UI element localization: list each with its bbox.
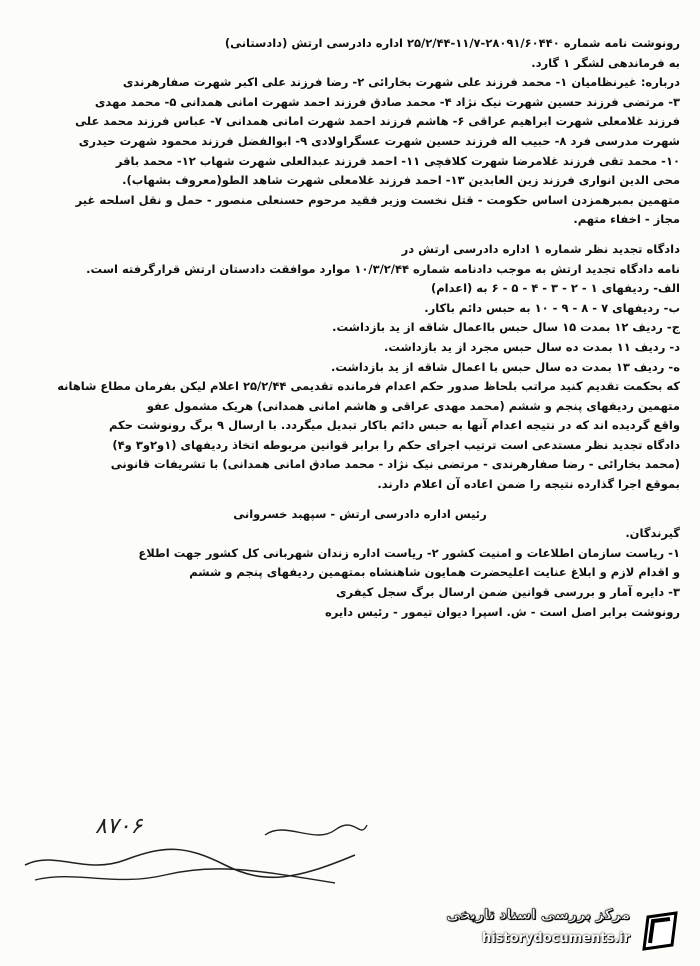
recipient-line: ۳- دایره آمار و بررسی قوانین ضمن ارسال برگ سجل کیفری xyxy=(336,585,680,600)
body-line: فرزند غلامعلی شهرت ابراهیم عراقی ۶- هاشم فرزند احمد شهرت امانی همدانی ۷- عباس فرزند محمد علی xyxy=(75,114,680,129)
body-line: (محمد بخارائی - رضا صفارهرندی - مرتضی نیک نژاد - محمد صادق امانی همدانی) با تشریفات قانونی xyxy=(110,457,680,472)
recipients-title: گیرندگان. xyxy=(625,526,680,541)
body-line: دادگاه تجدید نظر مستدعی است ترتیب اجرای حکم را برابر قوانین مربوطه اتخاذ ردیفهای (۱و۲و۳ و۴) xyxy=(112,437,680,452)
recipient-line: رونوشت برابر اصل است - ش. اسپرا دیوان تیمور - رئیس دایره xyxy=(324,604,680,619)
body-line: دادگاه تجدید نظر شماره ۱ اداره دادرسی ارتش در xyxy=(401,241,680,256)
archive-logo-icon xyxy=(638,909,684,955)
body-line: د- ردیف ۱۱ بمدت ده سال حبس مجرد از ید بازداشت. xyxy=(384,339,680,354)
body-line: رئیس اداره دادرسی ارتش - سپهبد خسروانی xyxy=(233,506,487,521)
body-line: ه- ردیف ۱۳ بمدت ده سال حبس با اعمال شاقه از ید بازداشت. xyxy=(330,359,680,374)
archive-url[interactable]: historydocuments.ir xyxy=(481,931,630,946)
body-line: ج- ردیف ۱۲ بمدت ۱۵ سال حبس بااعمال شاقه از ید بازداشت. xyxy=(332,320,680,335)
handwritten-signature xyxy=(15,815,375,895)
annotation-number: ۸۷۰۶ xyxy=(95,815,143,839)
body-line: ب- ردیفهای ۷ - ۸ - ۹ - ۱۰ به حبس دائم باکار. xyxy=(424,300,680,315)
body-line: مجاز - اخفاء متهم. xyxy=(573,212,680,227)
archive-name: مرکز بررسی اسناد تاریخی xyxy=(446,907,630,923)
recipient-line: و اقدام لازم و ابلاغ عنایت اعلیحضرت همایون شاهنشاه بمتهمین ردیفهای پنجم و ششم xyxy=(189,565,680,580)
body-line: متهمین بمبرهمزدن اساس حکومت - قتل نخست وزیر فقید مرحوم حسنعلی منصور - حمل و نقل اسلحه غیر xyxy=(75,192,680,207)
archive-footer xyxy=(380,905,690,960)
body-lines xyxy=(40,73,680,524)
recipient-line: ۱- ریاست سازمان اطلاعات و امنیت کشور ۲- ریاست اداره زندان شهربانی کل کشور جهت اطلاع xyxy=(138,545,680,560)
body-line: ۳- مرتضی فرزند حسین شهرت نیک نژاد ۴- محمد صادق فرزند احمد شهرت امانی همدانی ۵- محمد مهدی xyxy=(94,94,680,109)
body-line: بموقع اجرا گذارده نتیجه را ضمن اعاده آن اعلام دارند. xyxy=(377,477,680,492)
body-line: ۱۰- محمد تقی فرزند غلامرضا شهرت کلافچی ۱۱- احمد فرزند عبدالعلی شهرت شهاب ۱۲- محمد باقر xyxy=(115,153,680,168)
recipients-list xyxy=(40,544,680,622)
body-line: الف- ردیفهای ۱ - ۲ - ۳ - ۴ - ۵ - ۶ به (اعدام) xyxy=(430,281,680,296)
header-line: رونوشت نامه شماره ۲۸۰۹۱/۶۰۴۴۰-۱۱/۷-۲۵/۲/۴۴ اداره دادرسی ارتش (دادستانی) xyxy=(224,36,680,50)
body-line: محی الدین انواری فرزند زین العابدین ۱۳- احمد فرزند غلامعلی شهرت شاهد الطو(معروف بشهاب). xyxy=(122,173,680,188)
body-line: واقع گردیده اند که در نتیجه اعدام آنها به حبس دائم باکار تبدیل میگردد. با ارسال ۹ برگ رونوشت حکم xyxy=(109,418,680,433)
recipient-line: به فرماندهی لشگر ۱ گارد. xyxy=(531,55,680,70)
body-line: شهرت مدرسی فرد ۸- حبیب اله فرزند حسین شهرت عسگراولادی ۹- ابوالفضل فرزند محمود شهرت حیدری xyxy=(78,133,680,148)
body-line: درباره: غیرنظامیان ۱- محمد فرزند علی شهرت بخارائی ۲- رضا فرزند علی اکبر شهرت صفارهرندی xyxy=(122,75,680,90)
body-line: متهمین ردیفهای پنجم و ششم (محمد مهدی عراقی و هاشم امانی همدانی) هریک مشمول عفو xyxy=(146,398,680,413)
body-line: که بحکمت تقدیم کنید مراتب بلحاظ صدور حکم اعدام فرمانده تقدیمی ۲۵/۲/۴۴ اعلام لیکن بفرمان مطاع شاهانه xyxy=(57,379,680,394)
document-body xyxy=(40,34,680,622)
body-line: نامه دادگاه تجدید ارتش به موجب دادنامه شماره ۱۰/۳/۲/۴۴ موارد موافقت دادستان ارتش قرارگرفته است. xyxy=(86,261,680,276)
